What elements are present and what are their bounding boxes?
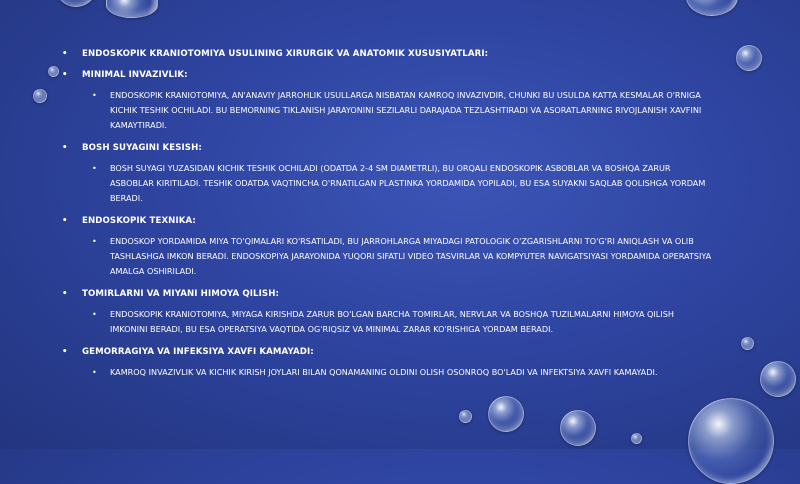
section-body-text: ENDOSKOPIK KRANIOTOMIYA, AN'ANAVIY JARROHLIK USULLARGA NISBATAN KAMROQ INVAZIVDIR, CHUNKI BU USULDA KATTA KESMALAR O'RNIGA KICHIK TESHIK OCHILADI. BU BEMORNING TIKLANISH JARAYONINI SEZILARLI DARAJADA TEZLASHTIRADI VA ASORATLARNING RIVOJLANISH XAVFINI KAMAYTIRADI. — [110, 90, 702, 130]
bullet-icon: • — [92, 163, 97, 173]
bullet-icon: • — [62, 216, 68, 226]
bullet-icon: • — [62, 70, 68, 80]
bullet-icon: • — [92, 367, 97, 377]
section-heading — [62, 288, 712, 300]
bubble-decoration — [560, 410, 596, 446]
slide-title-text: ENDOSKOPIK KRANIOTOMIYA USULINING XIRURGIK VA ANATOMIK XUSUSIYATLARI: — [82, 49, 489, 59]
section-heading — [62, 346, 712, 358]
bubble-decoration — [33, 89, 47, 103]
section-body — [81, 234, 712, 279]
section-heading — [62, 215, 712, 227]
bullet-icon: • — [92, 309, 97, 319]
slide-title — [62, 48, 712, 60]
section-heading-text: ENDOSKOPIK TEXNIKA: — [82, 216, 196, 226]
bullet-icon: • — [62, 347, 68, 357]
bubble-decoration — [760, 361, 796, 397]
bubble-decoration — [48, 66, 59, 77]
section-body-text: BOSH SUYAGI YUZASIDAN KICHIK TESHIK OCHILADI (ODATDA 2-4 SM DIAMETRLI), BU ORQALI ENDOSKOPIK ASBOBLAR VA BOSHQA ZARUR ASBOBLAR KIRITILADI. TESHIK ODATDA VAQTINCHA O'RNATILGAN PLASTINKA YORDAMIDA YOPILADI, BU ESA SUYAKNI SAQLAB QOLISHGA YORDAM BERADI. — [110, 163, 706, 203]
section-body — [81, 88, 712, 133]
bullet-icon: • — [92, 236, 97, 246]
bubble-decoration — [106, 0, 158, 18]
section-body-text: ENDOSKOPIK KRANIOTOMIYA, MIYAGA KIRISHDA ZARUR BO'LGAN BARCHA TOMIRLAR, NERVLAR VA BOSHQA TUZILMALARNI HIMOYA QILISH IMKONINI BERADI, BU ESA OPERATSIYA VAQTIDA OG'RIQSIZ VA MINIMAL ZARAR KO'RISHIGA YORDAM BERADI. — [110, 309, 674, 334]
section-heading — [62, 142, 712, 154]
section-body — [81, 307, 712, 337]
bullet-icon: • — [62, 289, 68, 299]
bubble-decoration — [631, 433, 642, 444]
section-body-text: KAMROQ INVAZIVLIK VA KICHIK KIRISH JOYLARI BILAN QONAMANING OLDINI OLISH OSONROQ BO'LADI VA INFEKTSIYA XAVFI KAMAYADI. — [110, 367, 658, 377]
section-heading-text: BOSH SUYAGINI KESISH: — [82, 143, 202, 153]
section-heading — [62, 69, 712, 81]
section-heading-text: GEMORRAGIYA VA INFEKSIYA XAVFI KAMAYADI: — [82, 347, 314, 357]
bubble-decoration — [459, 410, 472, 423]
section-body — [81, 365, 712, 380]
section-heading-text: MINIMAL INVAZIVLIK: — [82, 70, 188, 80]
slide-content — [62, 48, 712, 389]
section-body-text: ENDOSKOP YORDAMIDA MIYA TO'QIMALARI KO'RSATILADI, BU JARROHLARGA MIYADAGI PATOLOGIK O'ZGARISHLARNI TO'G'RI ANIQLASH VA OLIB TASHLASHGA IMKON BERADI. ENDOSKOPIYA JARAYONIDA YUQORI SIFATLI VIDEO TASVIRLAR VA KOMPYUTER NAVIGATSIYASI YORDAMIDA OPERATSIYA AMALGA OSHIRILADI. — [110, 236, 712, 276]
bubble-decoration — [686, 0, 738, 16]
bullet-icon: • — [92, 90, 97, 100]
bubble-decoration — [488, 396, 524, 432]
section-heading-text: TOMIRLARNI VA MIYANI HIMOYA QILISH: — [82, 289, 280, 299]
bullet-icon: • — [62, 49, 68, 59]
bullet-icon: • — [62, 143, 68, 153]
bubble-decoration — [688, 398, 774, 484]
bubble-decoration — [55, 0, 97, 7]
bubble-decoration — [736, 45, 762, 71]
section-body — [81, 161, 712, 206]
bubble-decoration — [741, 337, 754, 350]
